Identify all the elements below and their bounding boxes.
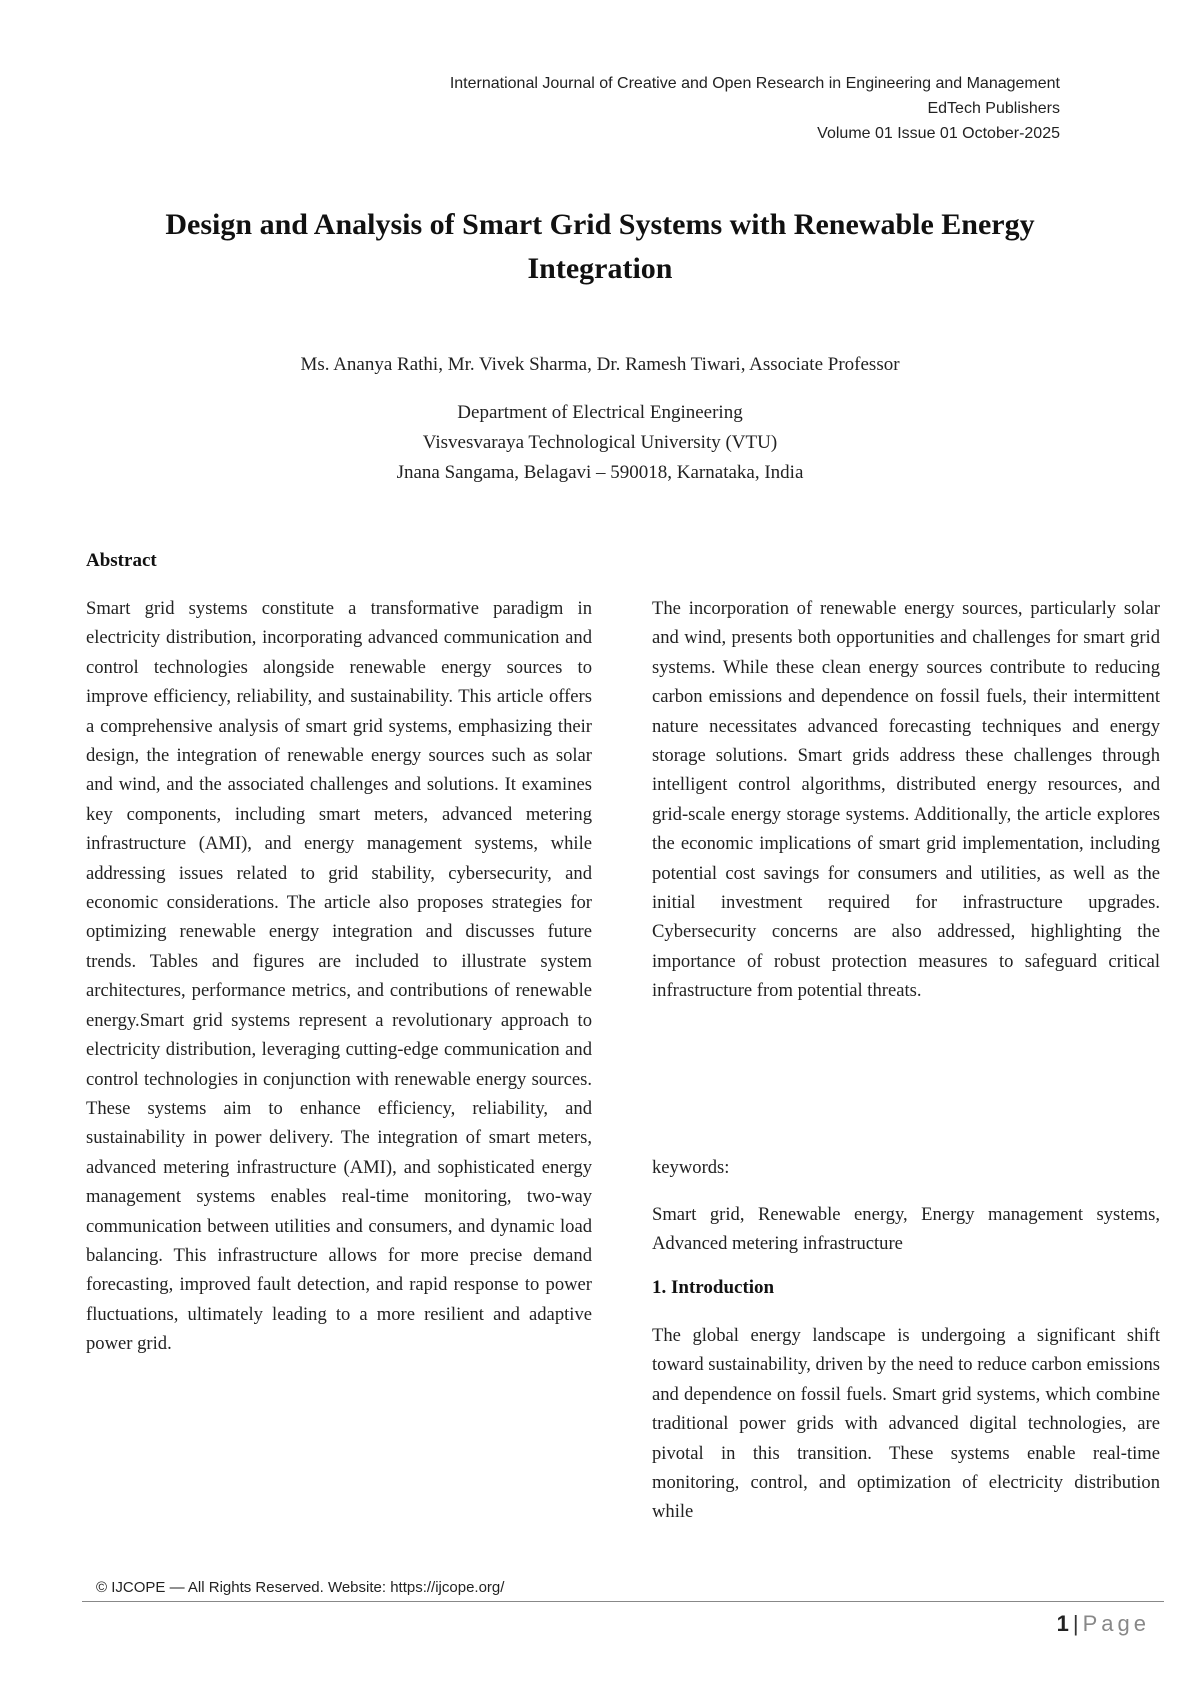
keywords-label: keywords: (652, 1157, 730, 1178)
abstract-heading: Abstract (86, 550, 157, 571)
journal-name: International Journal of Creative and Open Research in Engineering and Management (449, 75, 1060, 92)
page-number: 1 (1056, 1611, 1069, 1636)
introduction-heading: 1. Introduction (652, 1277, 775, 1298)
introduction-body: The global energy landscape is undergoing a significant shift toward sustainability, driven by the need to reduce carbon emissions and dependence on fossil fuels. Smart grid systems, which combine traditional power grids with advanced digital technologies, are pivotal in this transition. These systems enable real-time monitoring, control, and optimization of electricity distribution while (652, 1325, 1160, 1523)
page-label: Page (1082, 1611, 1150, 1636)
footer-copyright: © IJCOPE — All Rights Reserved. Website: https://ijcope.org/ (96, 1579, 505, 1596)
paper-title: Design and Analysis of Smart Grid Systems with Renewable Energy Integration (165, 208, 1035, 285)
volume-issue: Volume 01 Issue 01 October-2025 (817, 125, 1060, 142)
keywords-list: Smart grid, Renewable energy, Energy management systems, Advanced metering infrastructure (652, 1204, 1160, 1255)
page-separator: | (1072, 1611, 1079, 1636)
address: Jnana Sangama, Belagavi – 590018, Karnataka, India (396, 462, 804, 483)
publisher-name: EdTech Publishers (927, 100, 1060, 117)
affiliation (100, 398, 1100, 488)
university: Visvesvaraya Technological University (VTU) (422, 432, 778, 453)
journal-header (450, 71, 1060, 146)
page-footer (1057, 1609, 1150, 1639)
department: Department of Electrical Engineering (457, 402, 743, 423)
author-list: Ms. Ananya Rathi, Mr. Vivek Sharma, Dr. Ramesh Tiwari, Associate Professor (300, 354, 900, 375)
abstract-body-left: Smart grid systems constitute a transformative paradigm in electricity distribution, incorporating advanced communication and control technologies alongside renewable energy sources to improve efficiency, reliability, and sustainability. This article offers a comprehensive analysis of smart grid systems, emphasizing their design, the integration of renewable energy sources such as solar and wind, and the associated challenges and solutions. It examines key components, including smart meters, advanced metering infrastructure (AMI), and energy management systems, while addressing issues related to grid stability, cybersecurity, and economic considerations. The article also proposes strategies for optimizing renewable energy integration and discusses future trends. Tables and figures are included to illustrate system architectures, performance metrics, and contributions of renewable energy.Smart grid systems represent a revolutionary approach to electricity distribution, leveraging cutting-edge communication and control technologies in conjunction with renewable energy sources. These systems aim to enhance efficiency, reliability, and sustainability in power delivery. The integration of smart meters, advanced metering infrastructure (AMI), and sophisticated energy management systems enables real-time monitoring, two-way communication between utilities and consumers, and dynamic load balancing. This infrastructure allows for more precise demand forecasting, improved fault detection, and rapid response to power fluctuations, ultimately leading to a more resilient and adaptive power grid. (86, 598, 592, 1355)
abstract-body-right: The incorporation of renewable energy sources, particularly solar and wind, presents both opportunities and challenges for smart grid systems. While these clean energy sources contribute to reducing carbon emissions and dependence on fossil fuels, their intermittent nature necessitates advanced forecasting techniques and energy storage solutions. Smart grids address these challenges through intelligent control algorithms, distributed energy resources, and grid-scale energy storage systems. Additionally, the article explores the economic implications of smart grid implementation, including potential cost savings for consumers and utilities, as well as the initial investment required for infrastructure upgrades. Cybersecurity concerns are also addressed, highlighting the importance of robust protection measures to safeguard critical infrastructure from potential threats. (652, 598, 1160, 1002)
footer-divider (82, 1601, 1164, 1602)
